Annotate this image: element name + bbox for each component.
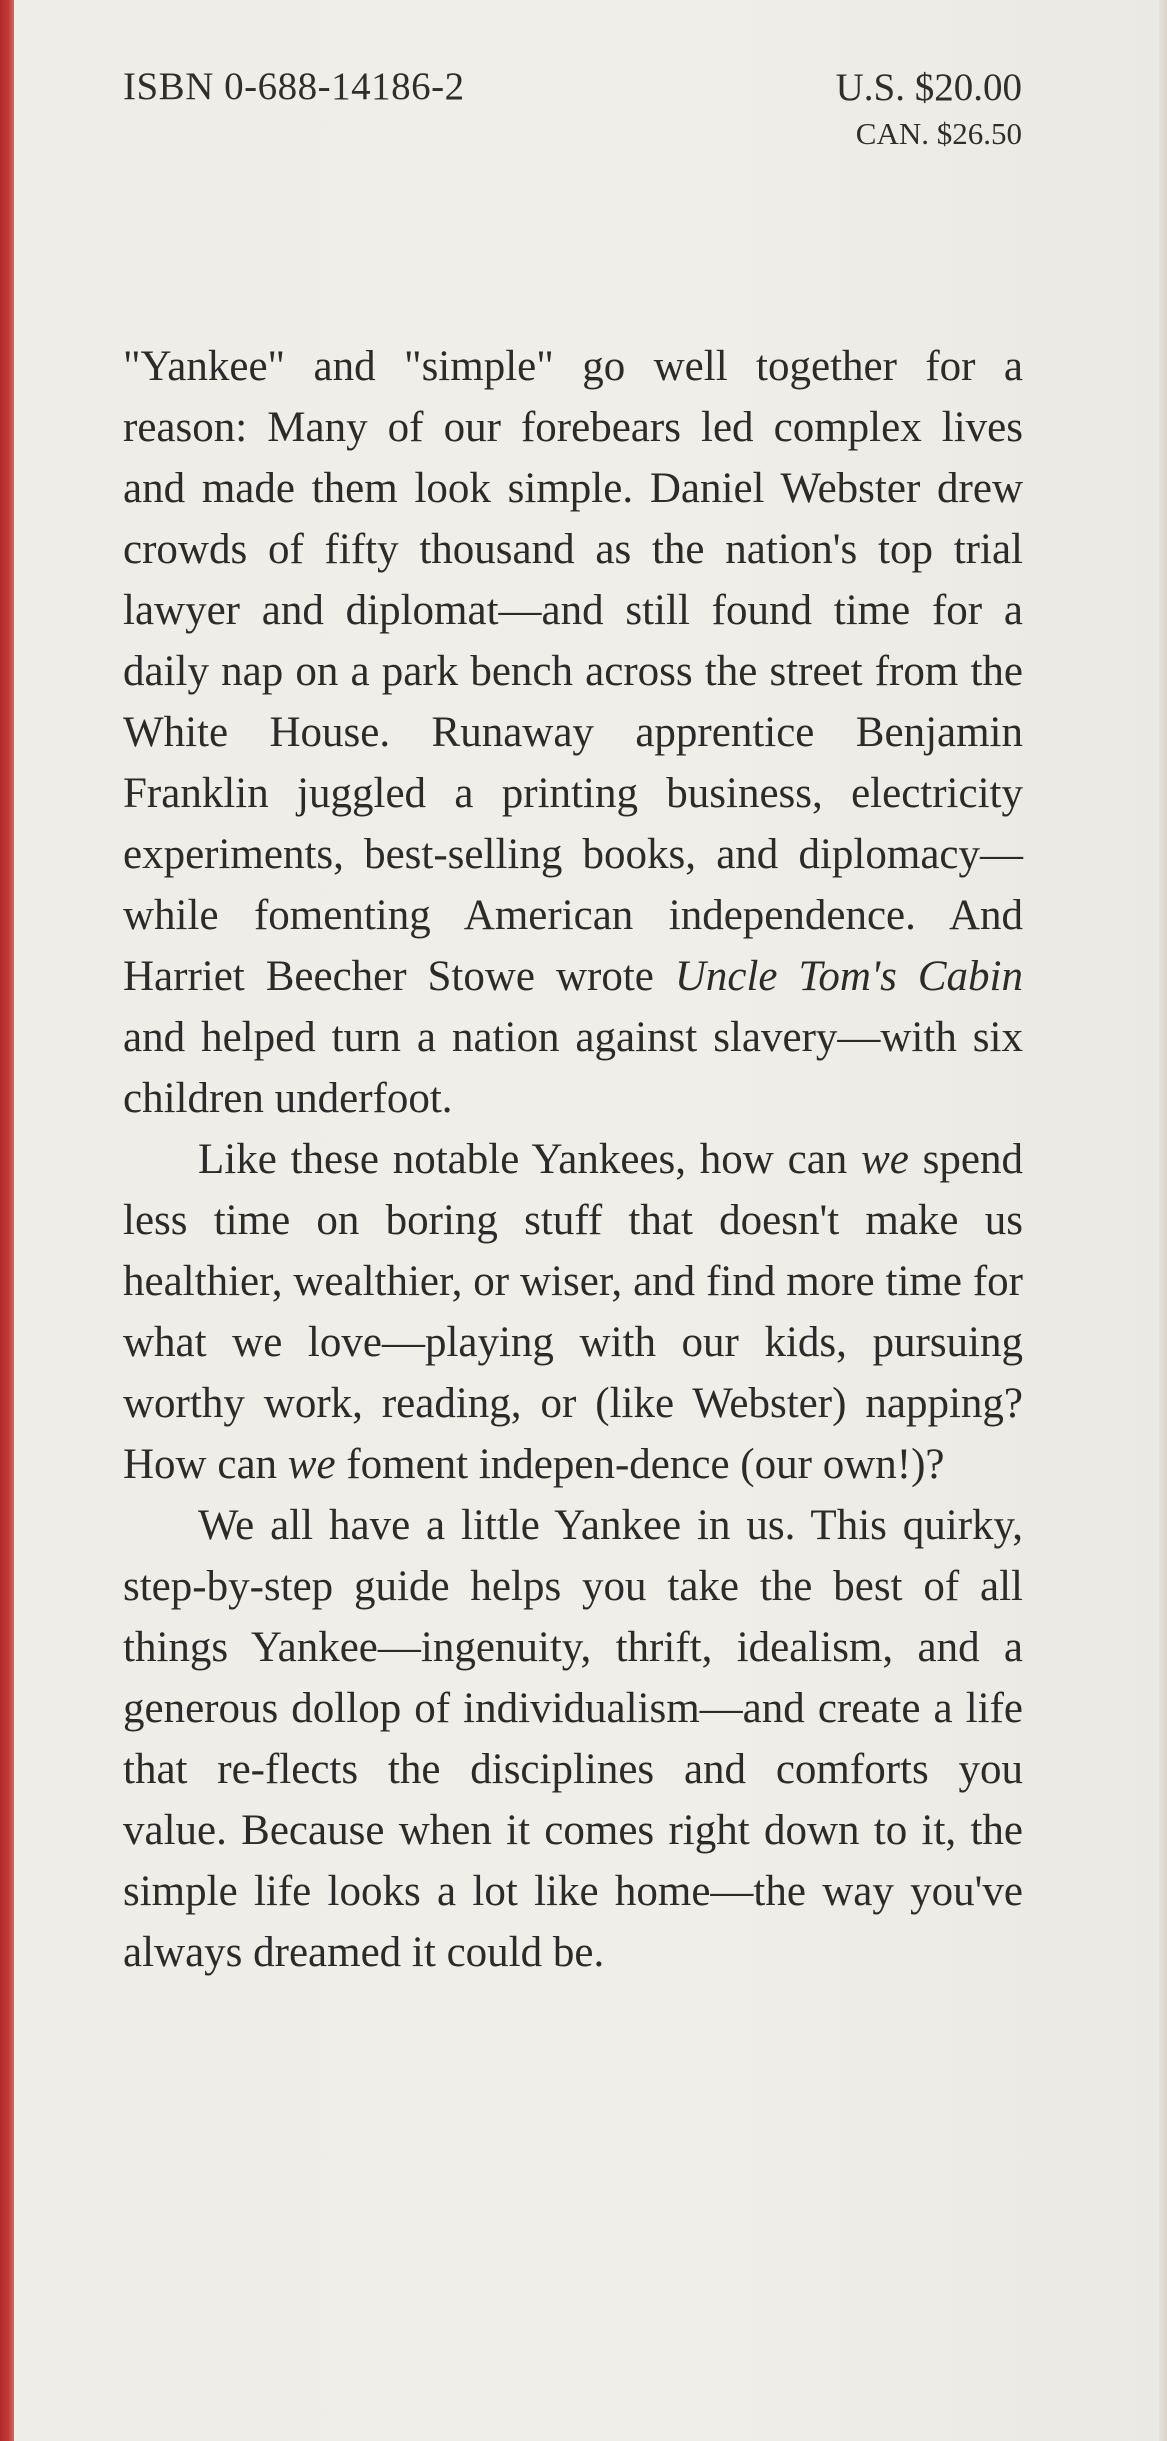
emphasis-we: we (861, 1136, 909, 1183)
emphasis-we: we (287, 1441, 336, 1488)
blurb-text: and helped turn a nation against slavery—with six children underfoot. (123, 1014, 1023, 1122)
isbn-number: ISBN 0-688-14186-2 (123, 65, 465, 108)
book-title-italic: Uncle Tom's Cabin (674, 953, 1023, 1000)
blurb-text: foment indepen-dence (our own!)? (335, 1441, 945, 1488)
price-us: U.S. $20.00 (835, 66, 1022, 109)
page-right-edge (1159, 0, 1167, 2441)
blurb-paragraph-2 (123, 1129, 1023, 1495)
flap-blurb (123, 336, 1023, 1983)
blurb-text: spend less time on boring stuff that doesn't make us healthier, wealthier, or wiser, and find more time for what we love—playing with our kids, pursuing worthy work, reading, or (like Webster) napping? How can (123, 1136, 1023, 1488)
blurb-paragraph-1 (123, 336, 1023, 1129)
blurb-text: Like these notable Yankees, how can (198, 1136, 862, 1183)
price-block (836, 64, 1022, 156)
red-spine-edge (0, 0, 14, 2441)
blurb-text: "Yankee" and "simple" go well together for a reason: Many of our forebears led complex lives and made them look simple. Daniel Webster drew crowds of fifty thousand as the nation's top trial lawyer and diplomat—and still found time for a daily nap on a park bench across the street from the White House. Runaway apprentice Benjamin Franklin juggled a printing business, electricity experiments, best-selling books, and diplomacy—while fomenting American independence. And Harriet Beecher Stowe wrote (123, 343, 1023, 1000)
blurb-paragraph-3: We all have a little Yankee in us. This quirky, step-by-step guide helps you take the best of all things Yankee—ingenuity, thrift, idealism, and a generous dollop of individualism—and create a life that re-flects the disciplines and comforts you value. Because when it comes right down to it, the simple life looks a lot like home—the way you've always dreamed it could be. (123, 1502, 1023, 1976)
price-canada: CAN. $26.50 (855, 116, 1022, 151)
